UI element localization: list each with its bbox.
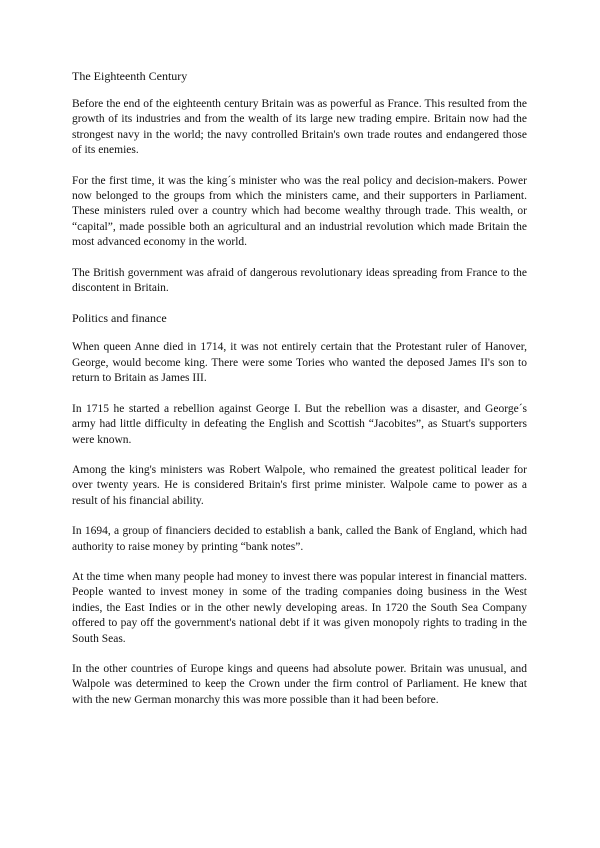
paragraph-queen-anne: When queen Anne died in 1714, it was not entirely certain that the Protestant ruler of Hanover, George, would become king. There were some Tories who wanted the deposed James II's son to return to Britain as James III. bbox=[72, 341, 527, 385]
paragraph-ministers: For the first time, it was the king´s minister who was the real policy and decision-makers. Power now belonged to the groups from which the ministers came, and their supporters in Parliament. These ministers ruled over a country which had become wealthy through trade. This wealth, or “capital”, made possible both an agricultural and an industrial revolution which made Britain the most advanced economy in the world. bbox=[72, 174, 527, 249]
paragraph-investment: At the time when many people had money to invest there was popular interest in financial matters. People wanted to invest money in some of the trading companies doing business in the West indies, the East Indies or in the other newly developing areas. In 1720 the South Sea Company offered to pay off the government's national debt if it was given monopoly rights to trading in the South Seas. bbox=[72, 570, 527, 645]
paragraph-bank-of-england: In 1694, a group of financiers decided to establish a bank, called the Bank of England, which had authority to raise money by printing “bank notes”. bbox=[72, 525, 527, 553]
paragraph-walpole: Among the king's ministers was Robert Walpole, who remained the greatest political leader for over twenty years. He is considered Britain's first prime minister. Walpole came to power as a result of his financial ability. bbox=[72, 463, 527, 507]
document-title: The Eighteenth Century bbox=[72, 69, 188, 83]
paragraph-absolute-power: In the other countries of Europe kings and queens had absolute power. Britain was unusual, and Walpole was determined to keep the Crown under the firm control of Parliament. He knew that with the new German monarchy this was more possible than it had been before. bbox=[72, 662, 527, 706]
paragraph-rebellion: In 1715 he started a rebellion against George I. But the rebellion was a disaster, and George´s army had little difficulty in defeating the English and Scottish “Jacobites”, as Stuart's supporters were known. bbox=[72, 402, 527, 446]
section-title-politics-finance: Politics and finance bbox=[72, 311, 167, 326]
paragraph-revolutionary-ideas: The British government was afraid of dangerous revolutionary ideas spreading from France to the discontent in Britain. bbox=[72, 266, 527, 295]
paragraph-britain-power: Before the end of the eighteenth century Britain was as powerful as France. This resulted from the growth of its industries and from the wealth of its large new trading empire. Britain now had the strongest navy in the world; the navy controlled Britain's own trade routes and endangered those of its enemies. bbox=[72, 98, 527, 157]
document-page bbox=[72, 69, 527, 723]
